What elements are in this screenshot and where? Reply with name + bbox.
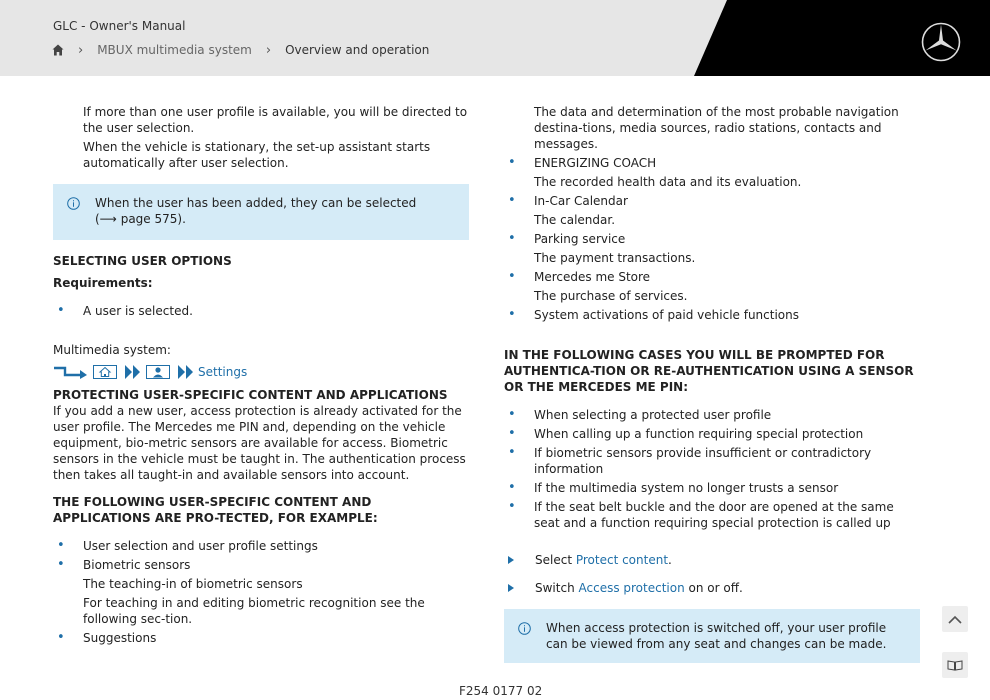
- list-item-detail: The purchase of services.: [534, 289, 688, 303]
- chevron-right-icon: ›: [265, 42, 272, 58]
- home-screen-icon[interactable]: [93, 365, 117, 379]
- list-item: • If the seat belt buckle and the door are opened at the same seat and a function requiring special protection is called up: [504, 499, 920, 531]
- breadcrumb: [52, 41, 429, 59]
- multimedia-system-label: Multimedia system:: [53, 343, 171, 357]
- list-item: • If the multimedia system no longer trusts a sensor: [504, 480, 920, 496]
- protecting-content-body: If you add a new user, access protection is already activated for the user profile. The Mercedes me PIN and, depending on the vehicle equipment, bio-metric sensors are available for access. Biometric sensors in the vehicle must be taught in. The authentication process then takes all taught-in and available sensors into account.: [53, 404, 466, 482]
- user-profile-icon[interactable]: [146, 365, 170, 379]
- list-item-title: ENERGIZING COACH: [534, 156, 657, 170]
- info-box-access-protection: [504, 609, 920, 663]
- step-arrow-icon: [508, 556, 514, 564]
- right-column: [504, 104, 920, 663]
- list-item: • When calling up a function requiring special protection: [504, 426, 920, 442]
- list-item: [53, 630, 469, 646]
- double-chevron-icon: [178, 365, 194, 379]
- figure-code: F254 0177 02: [459, 684, 543, 698]
- protected-content-list-continued: [504, 155, 920, 323]
- list-item: • When selecting a protected user profile: [504, 407, 920, 423]
- left-column: [53, 104, 469, 646]
- list-item-detail: The teaching-in of biometric sensors: [83, 577, 303, 591]
- list-item-title: Mercedes me Store: [534, 270, 651, 284]
- info-page-link[interactable]: (⟶ page 575).: [95, 212, 186, 226]
- list-item-detail: The payment transactions.: [534, 251, 696, 265]
- list-item: [53, 538, 469, 554]
- list-item-detail: For teaching in and editing biometric recognition see the following sec-tion.: [83, 596, 425, 626]
- info-icon: [67, 197, 80, 210]
- authentication-cases-list: [504, 407, 920, 531]
- info-icon: [518, 622, 531, 635]
- list-item-title: User selection and user profile settings: [83, 539, 318, 553]
- chevron-right-icon: ›: [78, 42, 84, 58]
- list-item: [504, 307, 920, 323]
- mercedes-star-logo: [921, 22, 961, 62]
- list-item-detail: The recorded health data and its evaluation.: [534, 175, 802, 189]
- manual-title: GLC - Owner's Manual: [53, 19, 186, 33]
- scroll-to-top-button[interactable]: [942, 606, 968, 632]
- protecting-content-heading: PROTECTING USER-SPECIFIC CONTENT AND APPLICATIONS: [53, 388, 448, 402]
- list-item-title: System activations of paid vehicle functions: [534, 308, 800, 322]
- breadcrumb-item-overview[interactable]: Overview and operation: [285, 43, 430, 57]
- requirements-label: Requirements:: [53, 276, 153, 290]
- following-content-heading: THE FOLLOWING USER-SPECIFIC CONTENT AND APPLICATIONS ARE PRO-TECTED, FOR EXAMPLE:: [53, 495, 378, 525]
- arrow-right-icon: [53, 365, 89, 379]
- settings-link[interactable]: Settings: [198, 365, 248, 379]
- protect-content-link[interactable]: Protect content: [575, 553, 669, 567]
- list-item: [53, 557, 469, 627]
- list-item: • If biometric sensors provide insufficient or contradictory information: [504, 445, 920, 477]
- list-item-title: Suggestions: [83, 631, 157, 645]
- chevron-up-icon: [948, 615, 962, 624]
- intro-text-2: When the vehicle is stationary, the set-up assistant starts automatically after user selection.: [83, 140, 431, 170]
- breadcrumb-item-mbux[interactable]: MBUX multimedia system: [97, 43, 252, 57]
- selecting-user-options-heading: SELECTING USER OPTIONS: [53, 254, 232, 268]
- list-item-detail: The calendar.: [534, 213, 616, 227]
- info-box-user-added: [53, 184, 469, 240]
- list-item-title: Parking service: [534, 232, 626, 246]
- list-item: [504, 155, 920, 190]
- header-bar: [0, 0, 990, 76]
- list-item: [504, 269, 920, 304]
- step-select-protect-content: Select Protect content.: [504, 552, 920, 568]
- list-item-title: In-Car Calendar: [534, 194, 628, 208]
- page-flip-icon: [947, 659, 963, 671]
- double-chevron-icon: [125, 365, 141, 379]
- list-item: [504, 231, 920, 266]
- intro-text-1: If more than one user profile is available, you will be directed to the user selection.: [83, 105, 468, 135]
- list-item-title: Biometric sensors: [83, 558, 191, 572]
- info-text-line-1: When the user has been added, they can be selected: [95, 196, 417, 210]
- authentication-cases-heading: IN THE FOLLOWING CASES YOU WILL BE PROMPTED FOR AUTHENTICA-TION OR RE-AUTHENTICATION USING A SENSOR OR THE MERCEDES ME PIN:: [504, 348, 914, 394]
- glossary-button[interactable]: [942, 652, 968, 678]
- home-icon[interactable]: [52, 44, 64, 56]
- list-item: [504, 193, 920, 228]
- continued-text: The data and determination of the most probable navigation destina-tions, media sources, radio stations, contacts and messages.: [534, 105, 899, 151]
- requirements-list: [53, 303, 469, 319]
- info-text: When access protection is switched off, your user profile can be viewed from any seat and changes can be made.: [546, 621, 887, 651]
- access-protection-link[interactable]: Access protection: [578, 581, 685, 595]
- step-arrow-icon: [508, 584, 514, 592]
- list-item: • A user is selected.: [53, 303, 469, 319]
- step-switch-access-protection: Switch Access protection on or off.: [504, 580, 920, 596]
- navigation-path: [53, 363, 469, 381]
- protected-content-list: [53, 538, 469, 646]
